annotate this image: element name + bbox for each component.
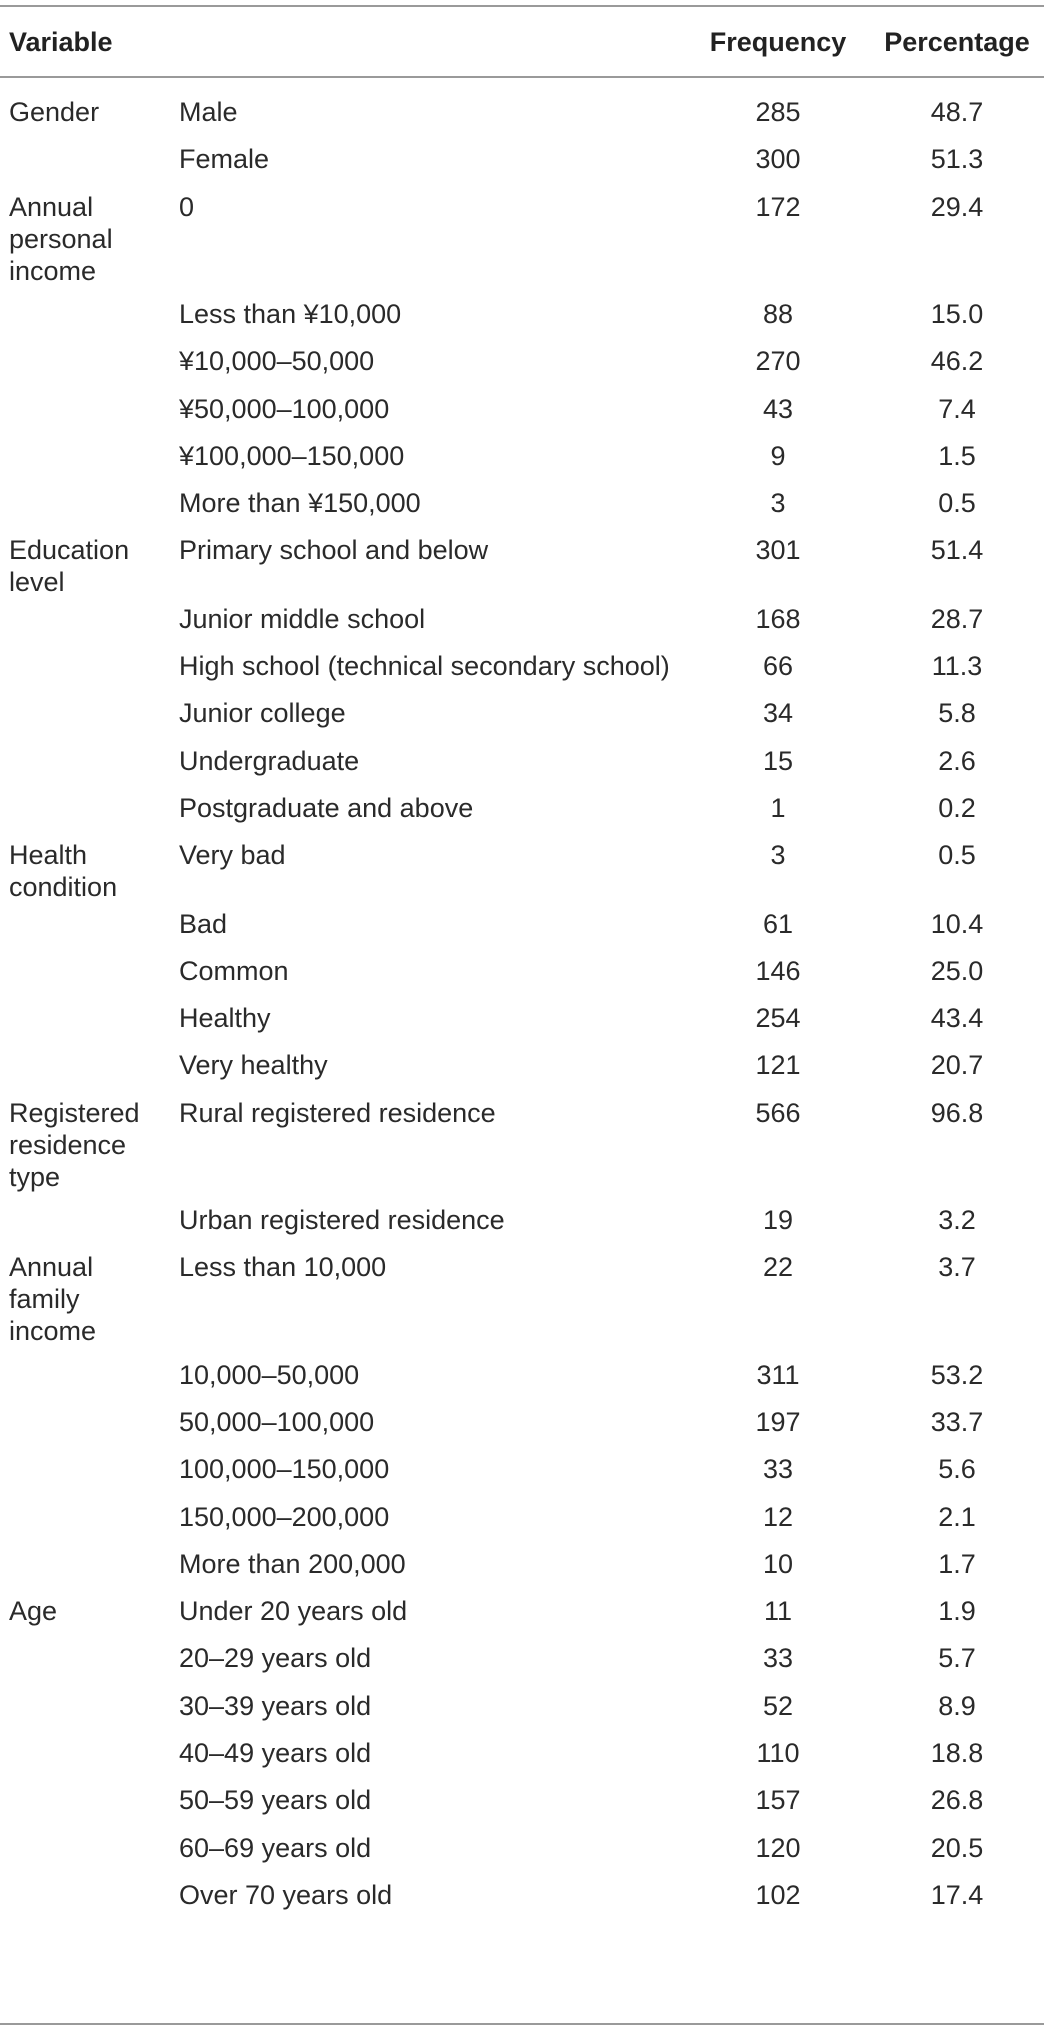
category-cell: Very healthy — [179, 1050, 328, 1081]
category-cell: 60–69 years old — [179, 1832, 372, 1863]
percentage-cell: 3.2 — [938, 1205, 976, 1235]
category-cell: Primary school and below — [179, 535, 489, 566]
frequency-cell: 157 — [755, 1785, 801, 1816]
category-cell: Less than 10,000 — [179, 1252, 387, 1283]
frequency-cell: 9 — [770, 440, 786, 471]
percentage-cell: 53.2 — [930, 1359, 984, 1390]
percentage-cell: 5.8 — [938, 698, 976, 729]
category-cell: Common — [179, 955, 289, 986]
percentage-cell: 3.7 — [938, 1252, 976, 1283]
category-cell: Over 70 years old — [179, 1879, 393, 1910]
frequency-cell: 270 — [755, 346, 801, 377]
percentage-cell: 33.7 — [930, 1406, 984, 1437]
percentage-cell: 0.5 — [938, 840, 976, 871]
category-cell: Undergraduate — [179, 745, 360, 776]
percentage-cell: 2.1 — [938, 1501, 976, 1532]
category-cell: 40–49 years old — [179, 1738, 372, 1768]
header-variable: Variable — [9, 27, 113, 57]
category-cell: 0 — [179, 191, 195, 222]
category-cell: Junior college — [179, 698, 346, 729]
category-cell: Postgraduate and above — [179, 792, 474, 823]
category-cell: High school (technical secondary school) — [179, 651, 670, 681]
frequency-cell: 285 — [755, 97, 801, 127]
frequency-cell: 15 — [762, 745, 794, 776]
frequency-cell: 3 — [770, 488, 786, 519]
variable-label: type — [9, 1161, 61, 1192]
frequency-cell: 10 — [762, 1548, 794, 1579]
category-cell: Less than ¥10,000 — [179, 298, 402, 329]
frequency-cell: 61 — [762, 908, 794, 939]
frequency-cell: 22 — [762, 1252, 794, 1283]
category-cell: 50–59 years old — [179, 1785, 372, 1816]
category-cell: 10,000–50,000 — [179, 1359, 360, 1390]
variable-label: Annual — [9, 191, 94, 222]
percentage-cell: 25.0 — [930, 955, 984, 986]
percentage-cell: 5.6 — [938, 1454, 976, 1485]
variable-label: Education — [9, 535, 130, 566]
variable-label: level — [9, 567, 65, 598]
percentage-cell: 8.9 — [938, 1690, 976, 1721]
percentage-cell: 26.8 — [930, 1785, 984, 1816]
percentage-cell: 18.8 — [930, 1738, 984, 1768]
category-cell: ¥10,000–50,000 — [179, 346, 375, 377]
percentage-cell: 1.9 — [938, 1596, 976, 1627]
variable-label: Registered — [9, 1097, 140, 1128]
frequency-cell: 102 — [755, 1879, 801, 1910]
category-cell: ¥50,000–100,000 — [179, 393, 390, 424]
category-cell: Female — [179, 144, 270, 175]
frequency-cell: 66 — [762, 651, 794, 681]
variable-label: income — [9, 1316, 97, 1347]
frequency-cell: 3 — [770, 840, 786, 871]
frequency-cell: 300 — [755, 144, 801, 175]
category-cell: Very bad — [179, 840, 286, 871]
category-cell: Healthy — [179, 1003, 271, 1034]
category-cell: More than ¥150,000 — [179, 488, 421, 519]
category-cell: 150,000–200,000 — [179, 1501, 390, 1532]
percentage-cell: 29.4 — [930, 191, 984, 222]
percentage-cell: 11.3 — [931, 651, 983, 681]
category-cell: ¥100,000–150,000 — [179, 440, 405, 471]
percentage-cell: 17.4 — [930, 1879, 984, 1910]
percentage-cell: 1.5 — [938, 440, 976, 471]
frequency-cell: 168 — [755, 603, 801, 634]
percentage-cell: 51.4 — [930, 535, 984, 566]
frequency-cell: 254 — [755, 1003, 801, 1034]
percentage-cell: 28.7 — [930, 603, 984, 634]
variable-label: family — [9, 1284, 80, 1315]
frequency-cell: 566 — [755, 1097, 801, 1128]
percentage-cell: 10.4 — [930, 908, 984, 939]
percentage-cell: 2.6 — [938, 745, 976, 776]
percentage-cell: 0.5 — [938, 488, 976, 519]
category-cell: Rural registered residence — [179, 1097, 496, 1128]
variable-label: Gender — [9, 97, 100, 127]
frequency-cell: 33 — [762, 1643, 794, 1674]
frequency-cell: 146 — [755, 955, 801, 986]
frequency-cell: 33 — [762, 1454, 794, 1485]
category-cell: Junior middle school — [179, 603, 426, 634]
category-cell: Bad — [179, 908, 228, 939]
category-cell: 50,000–100,000 — [179, 1406, 375, 1437]
frequency-cell: 12 — [762, 1501, 794, 1532]
frequency-cell: 88 — [762, 298, 794, 329]
header-bottom-rule — [0, 76, 1044, 78]
variable-label: residence — [9, 1129, 127, 1160]
header-frequency: Frequency — [709, 27, 847, 57]
variable-label: Annual — [9, 1252, 94, 1283]
frequency-cell: 121 — [755, 1050, 801, 1081]
frequency-cell: 110 — [756, 1738, 800, 1768]
frequency-cell: 197 — [755, 1406, 801, 1437]
category-cell: Urban registered residence — [179, 1205, 505, 1235]
percentage-cell: 1.7 — [938, 1548, 976, 1579]
frequency-cell: 11 — [763, 1596, 793, 1627]
variable-label: personal — [9, 223, 113, 254]
frequency-cell: 43 — [762, 393, 794, 424]
frequency-cell: 172 — [755, 191, 801, 222]
frequency-cell: 34 — [762, 698, 794, 729]
category-cell: More than 200,000 — [179, 1548, 406, 1579]
percentage-cell: 0.2 — [938, 792, 976, 823]
table-top-rule — [0, 5, 1044, 7]
frequency-cell: 311 — [756, 1359, 800, 1390]
header-percentage: Percentage — [884, 27, 1030, 57]
frequency-cell: 301 — [755, 535, 801, 566]
percentage-cell: 5.7 — [938, 1643, 976, 1674]
table-bottom-rule — [0, 2023, 1044, 2025]
percentage-cell: 20.5 — [930, 1832, 984, 1863]
percentage-cell: 48.7 — [930, 97, 984, 127]
percentage-cell: 7.4 — [938, 393, 976, 424]
category-cell: 20–29 years old — [179, 1643, 372, 1674]
variable-label: condition — [9, 872, 118, 903]
frequency-cell: 19 — [762, 1205, 794, 1235]
category-cell: Under 20 years old — [179, 1596, 408, 1627]
variable-label: Health — [9, 840, 88, 871]
category-cell: 30–39 years old — [179, 1690, 372, 1721]
percentage-cell: 20.7 — [930, 1050, 984, 1081]
variable-label: income — [9, 255, 97, 286]
frequency-cell: 52 — [762, 1690, 794, 1721]
category-cell: Male — [179, 97, 238, 127]
frequency-cell: 120 — [755, 1832, 801, 1863]
frequency-cell: 1 — [770, 792, 786, 823]
percentage-cell: 43.4 — [930, 1003, 984, 1034]
percentage-cell: 51.3 — [930, 144, 984, 175]
percentage-cell: 46.2 — [930, 346, 984, 377]
percentage-cell: 15.0 — [930, 298, 984, 329]
variable-label: Age — [9, 1596, 58, 1627]
category-cell: 100,000–150,000 — [179, 1454, 390, 1485]
percentage-cell: 96.8 — [930, 1097, 984, 1128]
